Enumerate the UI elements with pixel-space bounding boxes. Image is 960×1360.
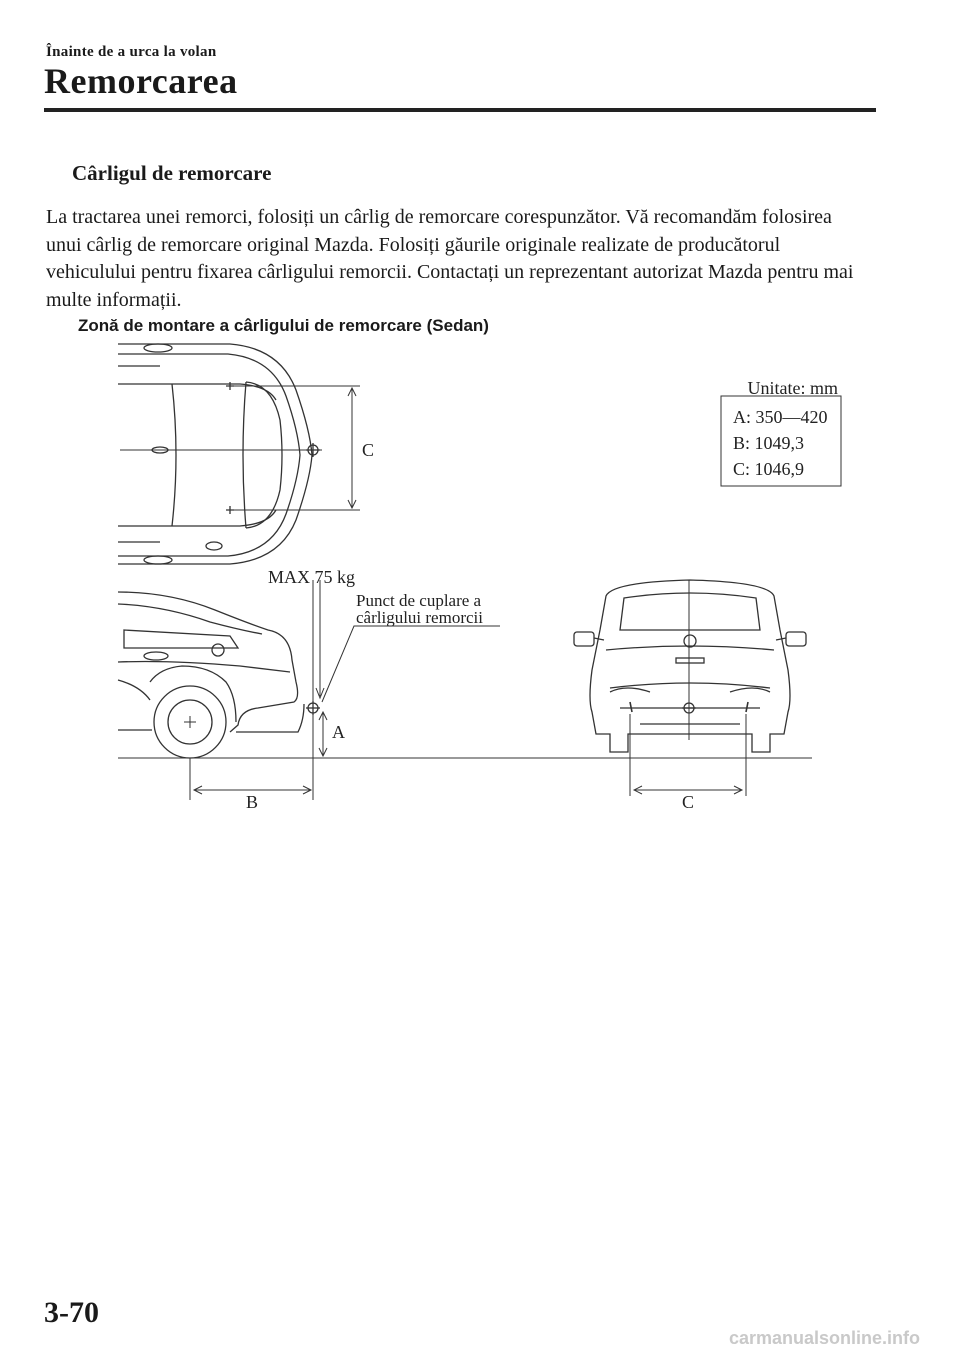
figure-caption: Zonă de montare a cârligului de remorcare (Sedan): [78, 316, 489, 335]
legend-b: B: 1049,3: [733, 433, 805, 453]
unit-label: Unitate: mm: [747, 378, 838, 398]
chapter-title: Înainte de a urca la volan: [46, 44, 217, 60]
header-divider: [44, 108, 876, 112]
legend-c: C: 1046,9: [733, 459, 805, 479]
coupling-label-line2: cârligului remorcii: [356, 608, 483, 627]
body-paragraph: La tractarea unei remorci, folosiți un cârlig de remorcare corespunzător. Vă recomandăm folosirea unui cârlig de remorcare original Mazda. Folosiți găurile originale realizate de producătorul vehiculului pentru fixarea cârligului remorcii. Contactați un reprezentant autorizat Mazda pentru mai multe informații.: [46, 206, 854, 311]
car-top-view: [118, 344, 312, 564]
car-rear-view: [574, 580, 806, 752]
dim-label-b: B: [245, 792, 259, 812]
car-side-view: [118, 592, 304, 758]
dim-label-a: A: [332, 722, 345, 742]
page-number: 3-70: [44, 1296, 99, 1329]
section-title: Remorcarea: [44, 61, 238, 101]
dim-label-c-bottom: C: [681, 792, 695, 812]
coupling-label-line1: Punct de cuplare a: [356, 591, 482, 610]
tow-hitch-diagram: [0, 330, 960, 830]
watermark: carmanualsonline.info: [728, 1328, 920, 1348]
dim-label-c-top: C: [362, 440, 375, 460]
subsection-heading: Cârligul de remorcare: [72, 161, 272, 185]
max-load-label: MAX 75 kg: [268, 567, 356, 587]
legend-a: A: 350—420: [733, 407, 828, 427]
